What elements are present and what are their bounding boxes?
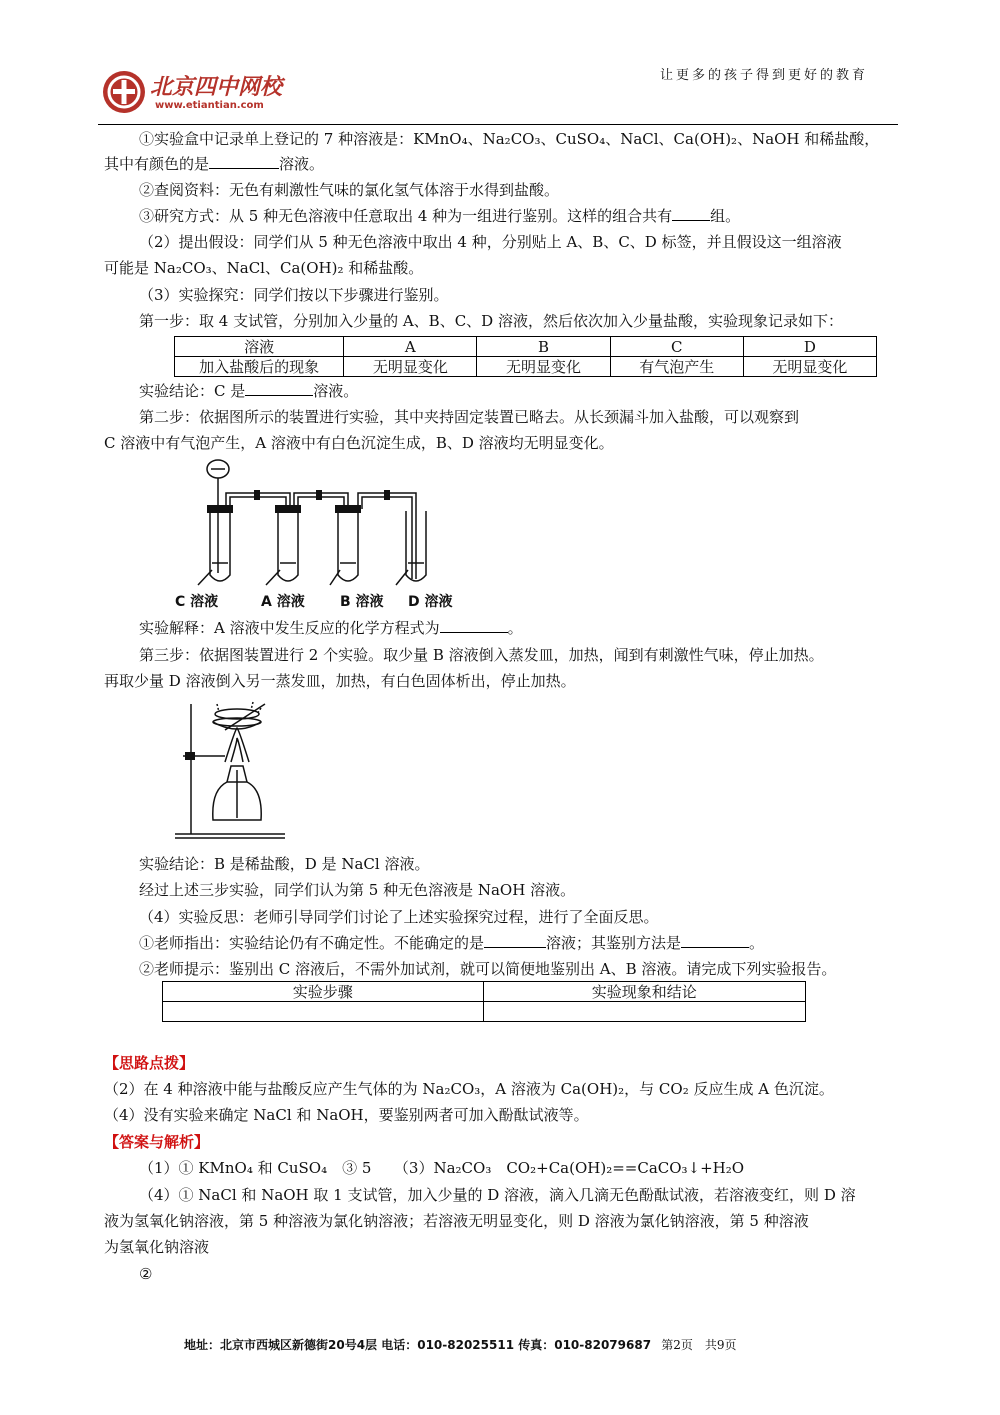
answer-line-5: ② bbox=[139, 1265, 153, 1283]
logo-text: 北京四中网校 bbox=[150, 74, 283, 100]
line-4: ③研究方式：从 5 种无色溶液中任意取出 4 种为一组进行鉴别。这样的组合共有 组。 bbox=[139, 207, 741, 225]
figure-label-c: C 溶液 bbox=[175, 594, 219, 610]
report-table bbox=[162, 981, 806, 1022]
line-3: ②查阅资料：无色有刺激性气味的氯化氢气体溶于水得到盐酸。 bbox=[139, 181, 560, 199]
logo-url: www.etiantian.com bbox=[155, 100, 264, 111]
school-seal-icon bbox=[100, 68, 152, 114]
line-17: （4）实验反思：老师引导同学们讨论了上述实验探究过程，进行了全面反思。 bbox=[139, 908, 659, 926]
answer-line-3: 液为氢氧化钠溶液，第 5 种溶液为氯化钠溶液；若溶液无明显变化，则 D 溶液为氯化钠溶液，第 5 种溶液 bbox=[104, 1212, 809, 1230]
page-number: 第2页 共9页 bbox=[661, 1338, 737, 1352]
table-header-cell: A bbox=[344, 337, 477, 357]
line-10: 第二步：依据图所示的装置进行实验，其中夹持固定装置已略去。从长颈漏斗加入盐酸，可以观察到 bbox=[139, 408, 800, 426]
observation-table bbox=[174, 336, 877, 377]
hint-title: 【思路点拨】 bbox=[104, 1054, 195, 1072]
table-header-cell: 溶液 bbox=[175, 337, 344, 357]
table-cell: 无明显变化 bbox=[477, 357, 610, 377]
table-cell: 加入盐酸后的现象 bbox=[175, 357, 344, 377]
table-header-row bbox=[175, 337, 877, 357]
footer-address: 地址：北京市西城区新德街20号4层 电话：010-82025511 传真：010-82079687 bbox=[184, 1338, 652, 1352]
table-cell: 有气泡产生 bbox=[610, 357, 743, 377]
answer-title: 【答案与解析】 bbox=[104, 1133, 210, 1151]
header-rule bbox=[98, 124, 898, 125]
evaporation-apparatus-figure bbox=[165, 700, 295, 845]
table-header-cell: 实验步骤 bbox=[163, 982, 484, 1002]
hint-line-2: （4）没有实验来确定 NaCl 和 NaOH，要鉴别两者可加入酚酞试液等。 bbox=[104, 1106, 589, 1124]
table-cell bbox=[163, 1002, 484, 1022]
figure-label-b: B 溶液 bbox=[340, 594, 384, 610]
answer-line-1: （1）① KMnO₄ 和 CuSO₄ ③ 5 （3）Na₂CO₃ CO₂+Ca(OH)₂==CaCO₃↓+H₂O bbox=[139, 1159, 745, 1177]
line-5: （2）提出假设：同学们从 5 种无色溶液中取出 4 种，分别贴上 A、B、C、D 标签，并且假设这一组溶液 bbox=[139, 233, 842, 251]
answer-line-2: （4）① NaCl 和 NaOH 取 1 支试管，加入少量的 D 溶液，滴入几滴无色酚酞试液，若溶液变红，则 D 溶 bbox=[139, 1186, 856, 1204]
line-1: ①实验盒中记录单上登记的 7 种溶液是：KMnO₄、Na₂CO₃、CuSO₄、NaCl、Ca(OH)₂、NaOH 和稀盐酸， bbox=[139, 130, 880, 148]
line-13: 第三步：依据图装置进行 2 个实验。取少量 B 溶液倒入蒸发皿，加热，闻到有刺激性气味，停止加热。 bbox=[139, 646, 824, 664]
table-header-cell: B bbox=[477, 337, 610, 357]
hint-line-1: （2）在 4 种溶液中能与盐酸反应产生气体的为 Na₂CO₃，A 溶液为 Ca(OH)₂，与 CO₂ 反应生成 A 色沉淀。 bbox=[104, 1080, 834, 1098]
table-header-cell: 实验现象和结论 bbox=[483, 982, 806, 1002]
figure-label-d: D 溶液 bbox=[408, 594, 453, 610]
line-11: C 溶液中有气泡产生，A 溶液中有白色沉淀生成，B、D 溶液均无明显变化。 bbox=[104, 434, 614, 452]
table-row bbox=[163, 1002, 806, 1022]
line-7: （3）实验探究：同学们按以下步骤进行鉴别。 bbox=[139, 286, 449, 304]
line-8: 第一步：取 4 支试管，分别加入少量的 A、B、C、D 溶液，然后依次加入少量盐酸，实验现象记录如下： bbox=[139, 312, 843, 330]
line-19: ②老师提示：鉴别出 C 溶液后，不需外加试剂，就可以简便地鉴别出 A、B 溶液。请完成下列实验报告。 bbox=[139, 960, 837, 978]
table-header-row bbox=[163, 982, 806, 1002]
line-6: 可能是 Na₂CO₃、NaCl、Ca(OH)₂ 和稀盐酸。 bbox=[104, 259, 424, 277]
table-cell: 无明显变化 bbox=[743, 357, 876, 377]
answer-line-4: 为氢氧化钠溶液 bbox=[104, 1238, 210, 1256]
line-9: 实验结论：C 是 溶液。 bbox=[139, 382, 359, 400]
slogan: 让更多的孩子得到更好的教育 bbox=[660, 68, 869, 83]
line-14: 再取少量 D 溶液倒入另一蒸发皿，加热，有白色固体析出，停止加热。 bbox=[104, 672, 576, 690]
table-header-cell: D bbox=[743, 337, 876, 357]
line-15: 实验结论：B 是稀盐酸，D 是 NaCl 溶液。 bbox=[139, 855, 430, 873]
line-12: 实验解释：A 溶液中发生反应的化学方程式为 。 bbox=[139, 619, 523, 637]
line-18: ①老师指出：实验结论仍有不确定性。不能确定的是 溶液；其鉴别方法是 。 bbox=[139, 934, 765, 952]
table-header-cell: C bbox=[610, 337, 743, 357]
table-cell bbox=[483, 1002, 806, 1022]
footer bbox=[184, 1336, 737, 1353]
figure-label-a: A 溶液 bbox=[261, 594, 305, 610]
table-row bbox=[175, 357, 877, 377]
table-cell: 无明显变化 bbox=[344, 357, 477, 377]
header-logo bbox=[100, 68, 300, 118]
line-16: 经过上述三步实验，同学们认为第 5 种无色溶液是 NaOH 溶液。 bbox=[139, 881, 576, 899]
line-2: 其中有颜色的是 溶液。 bbox=[104, 155, 325, 173]
